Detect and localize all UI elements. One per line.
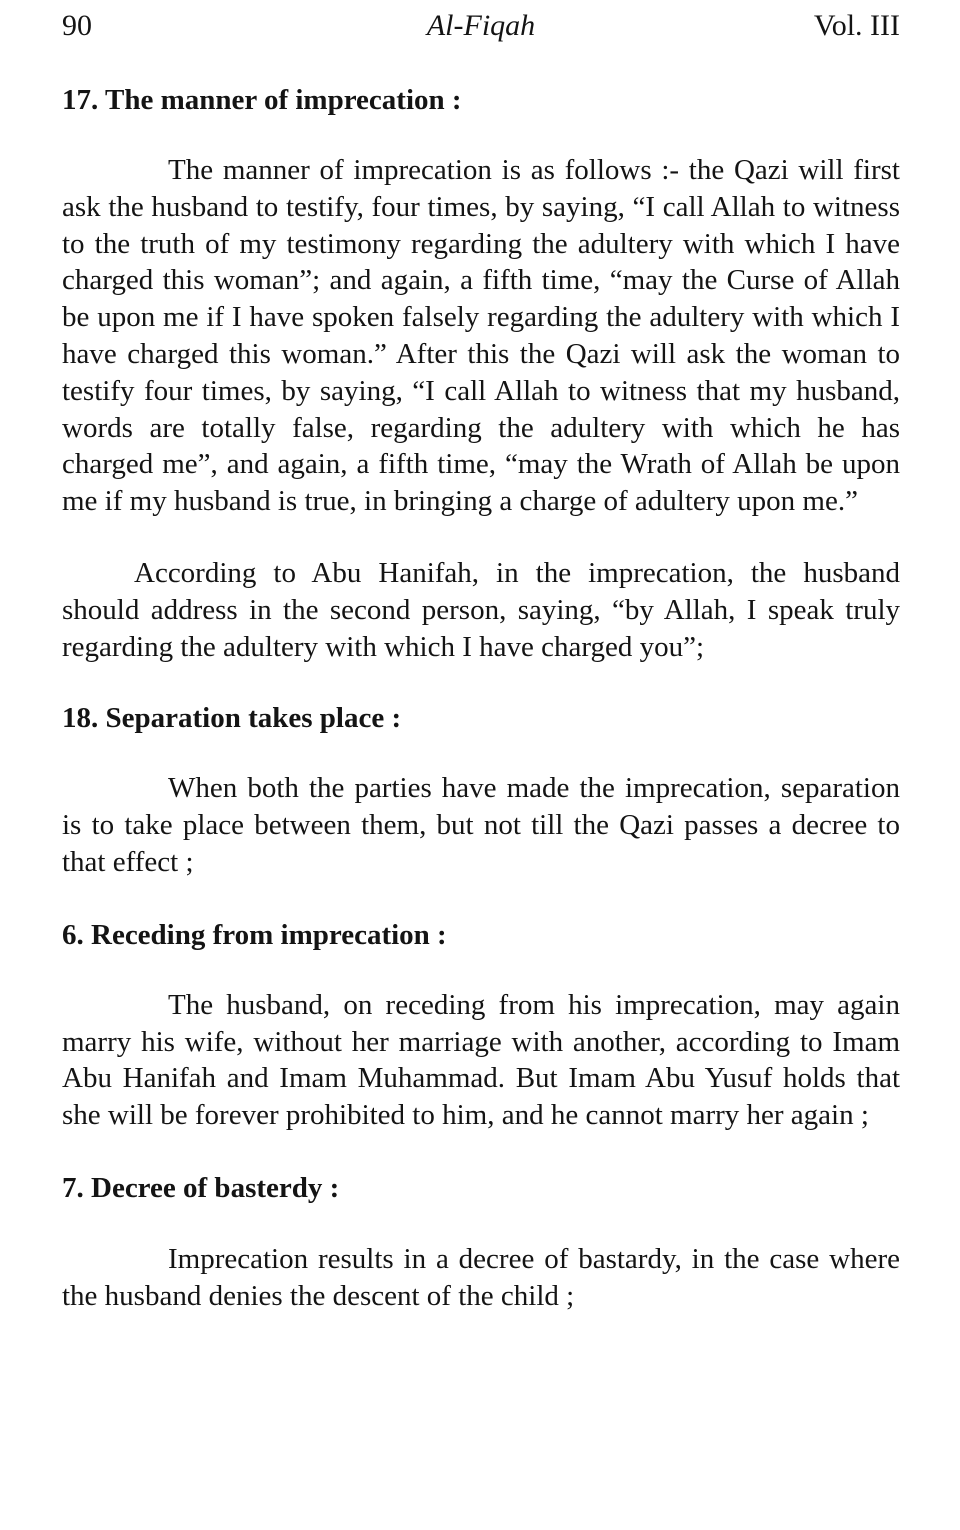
section-heading-7: 7. Decree of basterdy :	[62, 1171, 340, 1204]
section-17-paragraph-1: The manner of imprecation is as follows :- the Qazi will first ask the husband to testify, four times, by saying, “I call Allah to witness to the truth of my testimony regarding the adultery with which I have charged this woman”; and again, a fifth time, “may the Curse of Allah be upon me if I have spoken falsely regarding the adultery with which I have charged this woman.” After this the Qazi will ask the woman to testify four times, by saying, “I call Allah to witness that my husband, words are totally false, regarding the adultery with which he has charged me”, and again, a fifth time, “may the Wrath of Allah be upon me if my husband is true, in bringing a charge of adultery upon me.”	[62, 154, 900, 518]
section-17-paragraph-2: According to Abu Hanifah, in the imprecation, the husband should address in the second person, saying, “by Allah, I speak truly regarding the adultery with which I have charged you”;	[62, 556, 900, 663]
section-heading-17: 17. The manner of imprecation :	[62, 84, 462, 116]
running-header	[62, 6, 900, 46]
section-heading-18: 18. Separation takes place :	[62, 702, 402, 735]
section-7-paragraph: Imprecation results in a decree of bastardy, in the case where the husband denies the descent of the child ;	[62, 1242, 900, 1312]
book-title: Al-Fiqah	[426, 9, 536, 42]
section-6-paragraph: The husband, on receding from his imprecation, may again marry his wife, without her marriage with another, according to Imam Abu Hanifah and Imam Muhammad. But Imam Abu Yusuf holds that she will be forever prohibited to him, and he cannot marry her again ;	[62, 988, 900, 1132]
section-heading-6: 6. Receding from imprecation :	[62, 918, 447, 951]
section-18-paragraph: When both the parties have made the imprecation, separation is to take place between them, but not till the Qazi passes a decree to that effect ;	[62, 772, 900, 878]
document-page	[62, 0, 900, 1315]
volume-label: Vol. III	[813, 9, 900, 42]
page-number: 90	[62, 9, 92, 42]
